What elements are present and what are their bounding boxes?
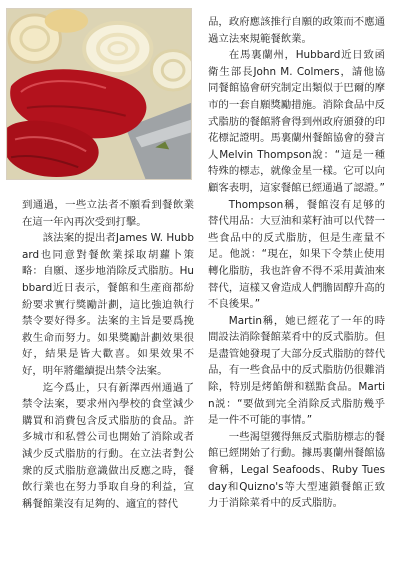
- right-column: [208, 14, 385, 512]
- paragraph: Thompson稱，餐館沒有足够的替代用品：大豆油和菜籽油可以代替一些食品中的反式脂肪，但是生產量不足。他説：“現在，如果下令禁止使用轉化脂肪，我也許會不得不采用黃油來替代，這樣又會造成人們膽固醇升高的不良後果。”: [208, 198, 385, 311]
- meat-illustration: [7, 9, 191, 179]
- paragraph: 到通過，一些立法者不願看到餐飲業在這一年內再次受到打擊。: [22, 199, 194, 228]
- meat-photo: [6, 8, 192, 180]
- paragraph: 一些渴望獲得無反式脂肪標志的餐館已經開始了行動。據馬裏蘭州餐館協會稱，Legal Seafoods、Ruby Tuesday和Quizno's等大型連鎖餐館正致力于消除菜肴中的反式脂肪。: [208, 430, 385, 510]
- paragraph: 在馬裏蘭州，Hubbard近日致函衛生部長John M. Colmers，請他協同餐館協會研究制定出類似于巴爾的摩市的一套自願獎勵措施。消除食品中反式脂肪的餐館將會得到州政府頒發的印花標記證明。馬裏蘭州餐館協會的發言人Melvin Thompson說：“這是一種特殊的標志，就像金星一樣。它可以向顧客表明，這家餐館已經通過了認證。”: [208, 49, 385, 194]
- paragraph: 品，政府應該推行自願的政策而不應通過立法來規範餐飲業。: [208, 16, 385, 45]
- left-column: [22, 197, 194, 512]
- paragraph: 該法案的提出者James W. Hubbard也同意對餐飲業採取胡蘿卜策略：自願、逐步地消除反式脂肪。Hubbard近日表示，餐館和生產商都紛紛要求實行獎勵計劃，這比強迫執行禁令要好得多。法案的主旨是要爲挽救生命而努力。如果獎勵計劃效果很好，結果是皆大歡喜。如果效果不好，明年將繼續提出禁令法案。: [22, 232, 194, 377]
- paragraph: Martin稱，她已經花了一年的時間設法消除餐館菜肴中的反式脂肪。但是盡管她發現了大部分反式脂肪的替代品，有一些食品中的反式脂肪仍很難消除，特別是烤餡餅和糕點食品。Martin説：“要做到完全消除反式脂肪幾乎是一件不可能的事情。”: [208, 314, 385, 427]
- paragraph: 迄今爲止，只有新澤西州通過了禁令法案，要求州內學校的食堂減少購買和消費包含反式脂肪的食品。許多城市和私營公司也開始了消除或者減少反式脂肪的行動。在立法者對公衆的反式脂肪意識做出反應之時，餐飲行業也在努力爭取自身的利益，宣稱餐館業沒有足夠的、適宜的替代: [22, 381, 194, 510]
